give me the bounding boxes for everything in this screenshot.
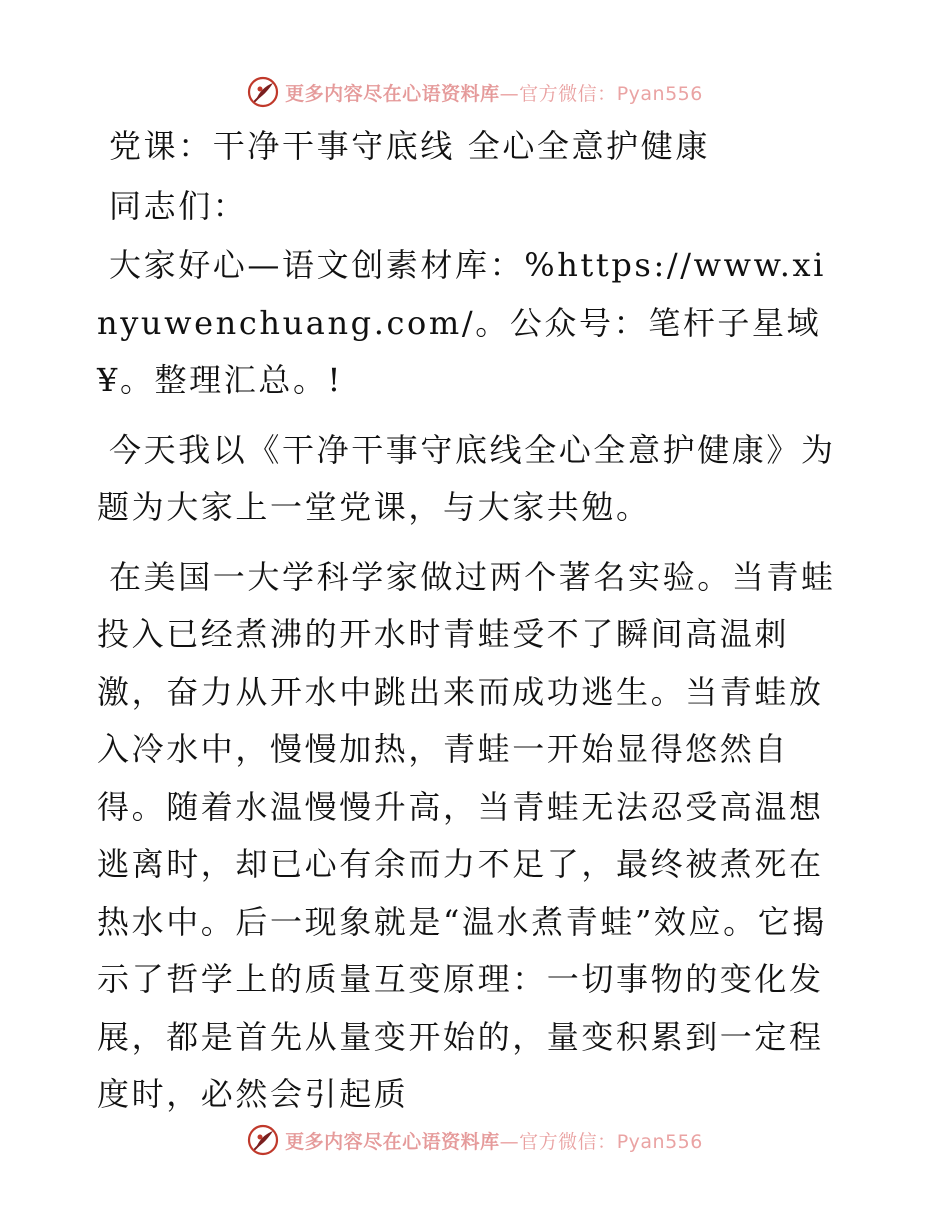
watermark-footer: [0, 1120, 950, 1160]
document-body: [97, 118, 842, 1124]
watermark-header: [0, 72, 950, 112]
greeting: 同志们：: [109, 186, 248, 225]
watermark-official-label: 官方微信：: [519, 1130, 617, 1153]
watermark-handle: Pyan556: [616, 1130, 703, 1153]
watermark-handle: Pyan556: [616, 82, 703, 105]
paragraph-intro-source: 大家好心—语文创素材库：%https://www.xinyuwenchuang.com/。公众号：笔杆子星域¥。整理汇总。!: [97, 246, 827, 399]
quill-logo-icon: [247, 1124, 279, 1156]
watermark-dash: —: [499, 82, 520, 105]
paragraph-frog-experiment: 在美国一大学科学家做过两个著名实验。当青蛙投入已经煮沸的开水时青蛙受不了瞬间高温刺激，奋力从开水中跳出来而成功逃生。当青蛙放入冷水中，慢慢加热，青蛙一开始显得悠然自得。随着水温慢慢升高，当青蛙无法忍受高温想逃离时，却已心有余而力不足了，最终被煮死在热水中。后一现象就是“温水煮青蛙”效应。它揭示了哲学上的质量互变原理：一切事物的变化发展，都是首先从量变开始的，量变积累到一定程度时，必然会引起质: [97, 557, 836, 1113]
watermark-brand: 更多内容尽在心语资料库: [285, 82, 500, 105]
watermark-dash: —: [499, 1130, 520, 1153]
quill-logo-icon: [247, 76, 279, 108]
watermark-official-label: 官方微信：: [519, 82, 617, 105]
paragraph-topic: 今天我以《干净干事守底线全心全意护健康》为题为大家上一堂党课，与大家共勉。: [97, 430, 836, 526]
watermark-brand: 更多内容尽在心语资料库: [285, 1130, 500, 1153]
watermark-text: [285, 79, 703, 106]
document-title: 党课：干净干事守底线 全心全意护健康: [109, 127, 710, 165]
watermark-text: [285, 1127, 703, 1154]
